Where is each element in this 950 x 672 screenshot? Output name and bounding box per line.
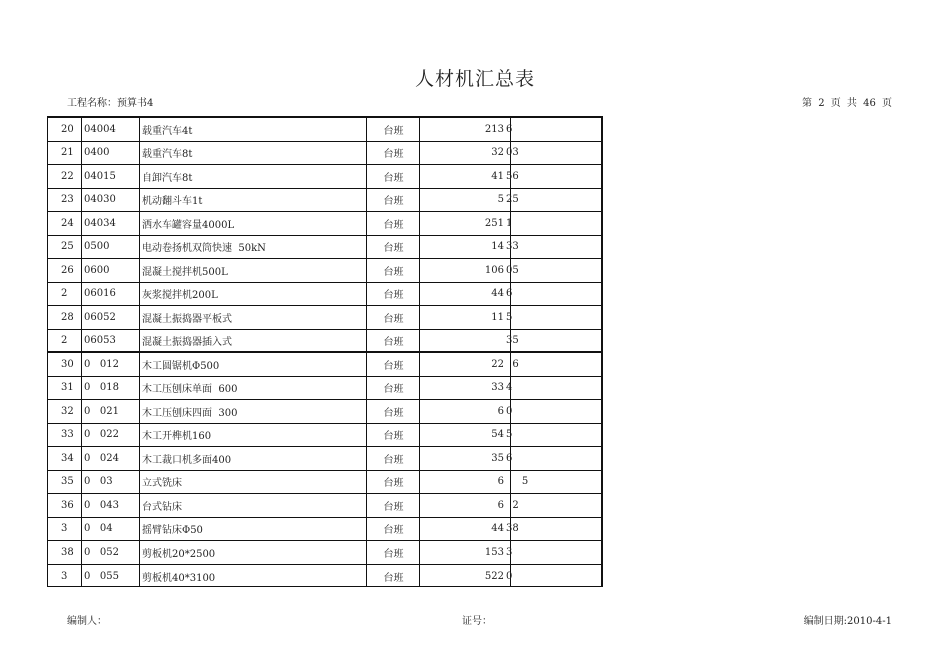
table-row <box>48 283 602 307</box>
row-unit: 台班 <box>383 360 404 372</box>
row-unit: 台班 <box>383 196 404 208</box>
row-quantity: 54 <box>491 429 504 441</box>
row-number: 30 <box>61 358 74 370</box>
row-number: 31 <box>61 382 74 394</box>
table-row <box>48 306 602 330</box>
project-name: 工程名称：预算书4 <box>67 98 154 109</box>
row-quantity: 44 <box>491 523 504 535</box>
table-row <box>48 518 602 542</box>
row-unit: 台班 <box>383 501 404 513</box>
row-unit: 台班 <box>383 266 404 278</box>
row-name: 混凝土振捣器平板式 <box>142 313 232 325</box>
row-code: 0600 <box>84 264 110 276</box>
table-row <box>48 330 602 354</box>
row-name: 剪板机40*3100 <box>142 572 216 584</box>
row-quantity-fraction: 5 <box>506 429 513 441</box>
row-number: 23 <box>61 194 74 206</box>
row-name: 载重汽车8t <box>142 149 193 161</box>
row-quantity-fraction: 35 <box>506 334 519 346</box>
row-quantity: 522 <box>484 570 504 582</box>
table-row <box>48 494 602 518</box>
row-code: 04034 <box>84 217 116 229</box>
certificate-label: 证号： <box>462 616 492 627</box>
row-quantity: 153 <box>484 546 504 558</box>
row-quantity-fraction: 2 <box>506 499 519 511</box>
row-number: 2 <box>61 288 68 300</box>
row-code: 0 055 <box>84 570 119 582</box>
row-name: 摇臂钻床Φ50 <box>142 525 203 537</box>
row-code: 04015 <box>84 170 116 182</box>
row-code: 06053 <box>84 334 116 346</box>
row-name: 木工裁口机多面400 <box>142 454 232 466</box>
row-name: 台式钻床 <box>142 501 182 513</box>
row-unit: 台班 <box>383 290 404 302</box>
row-code: 04030 <box>84 194 116 206</box>
table-row <box>48 236 602 260</box>
row-quantity-fraction: 4 <box>506 382 513 394</box>
table-row <box>48 541 602 565</box>
row-name: 自卸汽车8t <box>142 172 193 184</box>
table-row <box>48 353 602 377</box>
row-unit: 台班 <box>383 172 404 184</box>
row-quantity-fraction: 6 <box>506 123 513 135</box>
row-quantity-fraction: 6 <box>506 288 513 300</box>
row-quantity <box>420 330 506 352</box>
row-number: 3 <box>61 570 68 582</box>
row-number: 25 <box>61 241 74 253</box>
row-quantity-fraction: 25 <box>506 194 519 206</box>
row-name: 洒水车罐容量4000L <box>142 219 235 231</box>
row-quantity: 251 <box>484 217 504 229</box>
table-row <box>48 471 602 495</box>
row-quantity: 6 <box>497 476 504 488</box>
row-quantity: 44 <box>491 288 504 300</box>
row-code: 0 043 <box>84 499 119 511</box>
row-number: 36 <box>61 499 74 511</box>
row-number: 3 <box>61 523 68 535</box>
row-quantity: 41 <box>491 170 504 182</box>
row-unit: 台班 <box>383 454 404 466</box>
row-number: 33 <box>61 429 74 441</box>
row-number: 28 <box>61 311 74 323</box>
row-quantity-fraction: 5 <box>506 311 513 323</box>
row-number: 35 <box>61 476 74 488</box>
table-row <box>48 142 602 166</box>
row-code: 0 03 <box>84 476 113 488</box>
page-info: 第 2 页 共 46 页 <box>802 98 892 109</box>
row-quantity-fraction: 05 <box>506 264 519 276</box>
row-quantity: 5 <box>497 194 504 206</box>
row-unit: 台班 <box>383 219 404 231</box>
row-quantity-fraction: 3 <box>506 546 513 558</box>
row-code: 0 021 <box>84 405 119 417</box>
row-number: 2 <box>61 334 68 346</box>
row-number: 32 <box>61 405 74 417</box>
row-number: 38 <box>61 546 74 558</box>
row-unit: 台班 <box>383 336 404 348</box>
row-code: 0400 <box>84 147 110 159</box>
row-name: 灰浆搅拌机200L <box>142 290 218 302</box>
table-row <box>48 165 602 189</box>
row-code: 0 052 <box>84 546 119 558</box>
row-unit: 台班 <box>383 243 404 255</box>
table-row <box>48 189 602 213</box>
row-code: 0 018 <box>84 382 119 394</box>
row-code: 0 012 <box>84 358 119 370</box>
summary-table <box>47 116 603 587</box>
row-quantity-fraction: 6 <box>506 452 513 464</box>
row-quantity: 106 <box>484 264 504 276</box>
row-name: 混凝土搅拌机500L <box>142 266 228 278</box>
table-row <box>48 377 602 401</box>
row-unit: 台班 <box>383 149 404 161</box>
row-unit: 台班 <box>383 125 404 137</box>
row-unit: 台班 <box>383 572 404 584</box>
row-quantity: 22 <box>491 358 504 370</box>
row-quantity: 35 <box>491 452 504 464</box>
row-quantity-fraction: 5 <box>506 476 529 488</box>
row-unit: 台班 <box>383 384 404 396</box>
row-name: 剪板机20*2500 <box>142 548 216 560</box>
row-name: 立式铣床 <box>142 478 182 490</box>
row-name: 电动卷扬机双筒快速 50kN <box>142 243 266 255</box>
row-code: 0500 <box>84 241 110 253</box>
row-quantity: 6 <box>497 405 504 417</box>
row-name: 混凝土振捣器插入式 <box>142 336 232 348</box>
preparer-label: 编制人： <box>67 616 107 627</box>
table-row <box>48 259 602 283</box>
row-quantity-fraction: 56 <box>506 170 519 182</box>
table-row <box>48 447 602 471</box>
row-code: 06016 <box>84 288 116 300</box>
row-unit: 台班 <box>383 407 404 419</box>
page-title: 人材机汇总表 <box>414 68 535 90</box>
row-quantity: 14 <box>491 241 504 253</box>
row-name: 木工圆锯机Φ500 <box>142 360 220 372</box>
row-quantity: 6 <box>497 499 504 511</box>
table-row <box>48 400 602 424</box>
table-row <box>48 212 602 236</box>
row-quantity: 213 <box>484 123 504 135</box>
row-name: 机动翻斗车1t <box>142 196 203 208</box>
row-quantity-fraction: 38 <box>506 523 519 535</box>
row-quantity: 32 <box>491 147 504 159</box>
row-code: 0 024 <box>84 452 119 464</box>
row-number: 22 <box>61 170 74 182</box>
row-quantity: 33 <box>491 382 504 394</box>
row-code: 04004 <box>84 123 116 135</box>
row-unit: 台班 <box>383 313 404 325</box>
row-number: 20 <box>61 123 74 135</box>
row-unit: 台班 <box>383 525 404 537</box>
row-quantity-fraction: 6 <box>506 358 519 370</box>
row-number: 26 <box>61 264 74 276</box>
row-unit: 台班 <box>383 548 404 560</box>
row-name: 木工压刨床单面 600 <box>142 384 238 396</box>
row-quantity: 11 <box>491 311 504 323</box>
row-quantity-fraction: 03 <box>506 147 519 159</box>
row-unit: 台班 <box>383 478 404 490</box>
row-code: 06052 <box>84 311 116 323</box>
row-number: 21 <box>61 147 74 159</box>
table-row <box>48 424 602 448</box>
table-row <box>48 565 602 589</box>
row-quantity-fraction: 33 <box>506 241 519 253</box>
row-code: 0 04 <box>84 523 113 535</box>
row-name: 木工压刨床四面 300 <box>142 407 238 419</box>
row-name: 木工开榫机160 <box>142 431 212 443</box>
row-number: 34 <box>61 452 74 464</box>
row-name: 载重汽车4t <box>142 125 193 137</box>
row-quantity-fraction: 1 <box>506 217 513 229</box>
row-code: 0 022 <box>84 429 119 441</box>
row-quantity-fraction: 0 <box>506 570 513 582</box>
row-unit: 台班 <box>383 431 404 443</box>
row-number: 24 <box>61 217 74 229</box>
row-quantity-fraction: 0 <box>506 405 513 417</box>
prepare-date: 编制日期:2010-4-1 <box>803 616 892 627</box>
table-row <box>48 118 602 142</box>
